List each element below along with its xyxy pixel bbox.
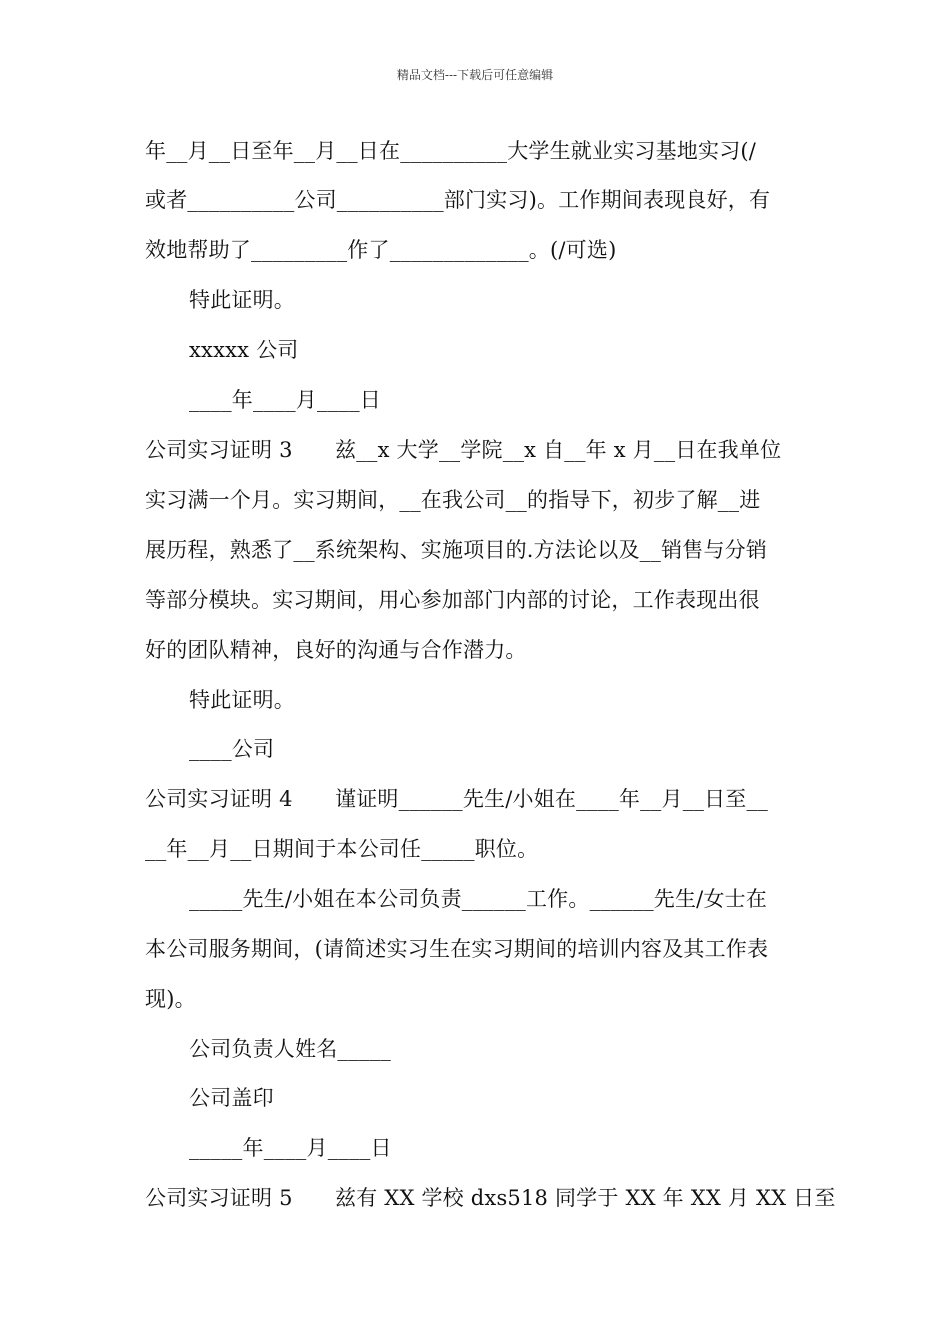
section-heading-5: 公司实习证明 5 兹有 XX 学校 dxs518 同学于 XX 年 XX 月 XX 日至 — [145, 1186, 836, 1210]
text-line: 公司盖印 — [189, 1086, 274, 1110]
section-heading-4: 公司实习证明 4 谨证明______先生/小姐在____年__月__日至__ — [145, 787, 768, 811]
text-line: 特此证明。 — [189, 688, 295, 712]
text-line: 实习满一个月。实习期间，__在我公司__的指导下，初步了解__进 — [145, 488, 761, 512]
text-line: 展历程，熟悉了__系统架构、实施项目的.方法论以及__销售与分销 — [145, 538, 768, 562]
text-line: ____年____月____日 — [189, 388, 381, 412]
section-heading-3: 公司实习证明 3 兹__x 大学__学院__x 自__年 x 月__日在我单位 — [145, 438, 782, 462]
text-line: 公司负责人姓名_____ — [189, 1037, 391, 1061]
text-line: 年__月__日至年__月__日在__________大学生就业实习基地实习(/ — [145, 139, 757, 163]
text-line: 或者__________公司__________部门实习)。工作期间表现良好，有 — [145, 188, 771, 212]
text-line: 效地帮助了_________作了_____________。(/可选) — [145, 238, 617, 262]
text-line: xxxxx 公司 — [189, 338, 299, 362]
text-line: 现)。 — [145, 987, 196, 1011]
text-line: _____先生/小姐在本公司负责______工作。______先生/女士在 — [189, 887, 768, 911]
text-line: __年__月__日期间于本公司任_____职位。 — [145, 837, 539, 861]
text-line: ____公司 — [189, 737, 275, 761]
text-line: 特此证明。 — [189, 288, 295, 312]
text-line: 本公司服务期间，(请简述实习生在实习期间的培训内容及其工作表 — [145, 937, 769, 961]
page-header: 精品文档---下载后可任意编辑 — [396, 68, 554, 82]
text-line: 等部分模块。实习期间，用心参加部门内部的讨论，工作表现出很 — [145, 588, 760, 612]
text-line: 好的团队精神，良好的沟通与合作潜力。 — [145, 638, 527, 662]
text-line: _____年____月____日 — [189, 1136, 392, 1160]
